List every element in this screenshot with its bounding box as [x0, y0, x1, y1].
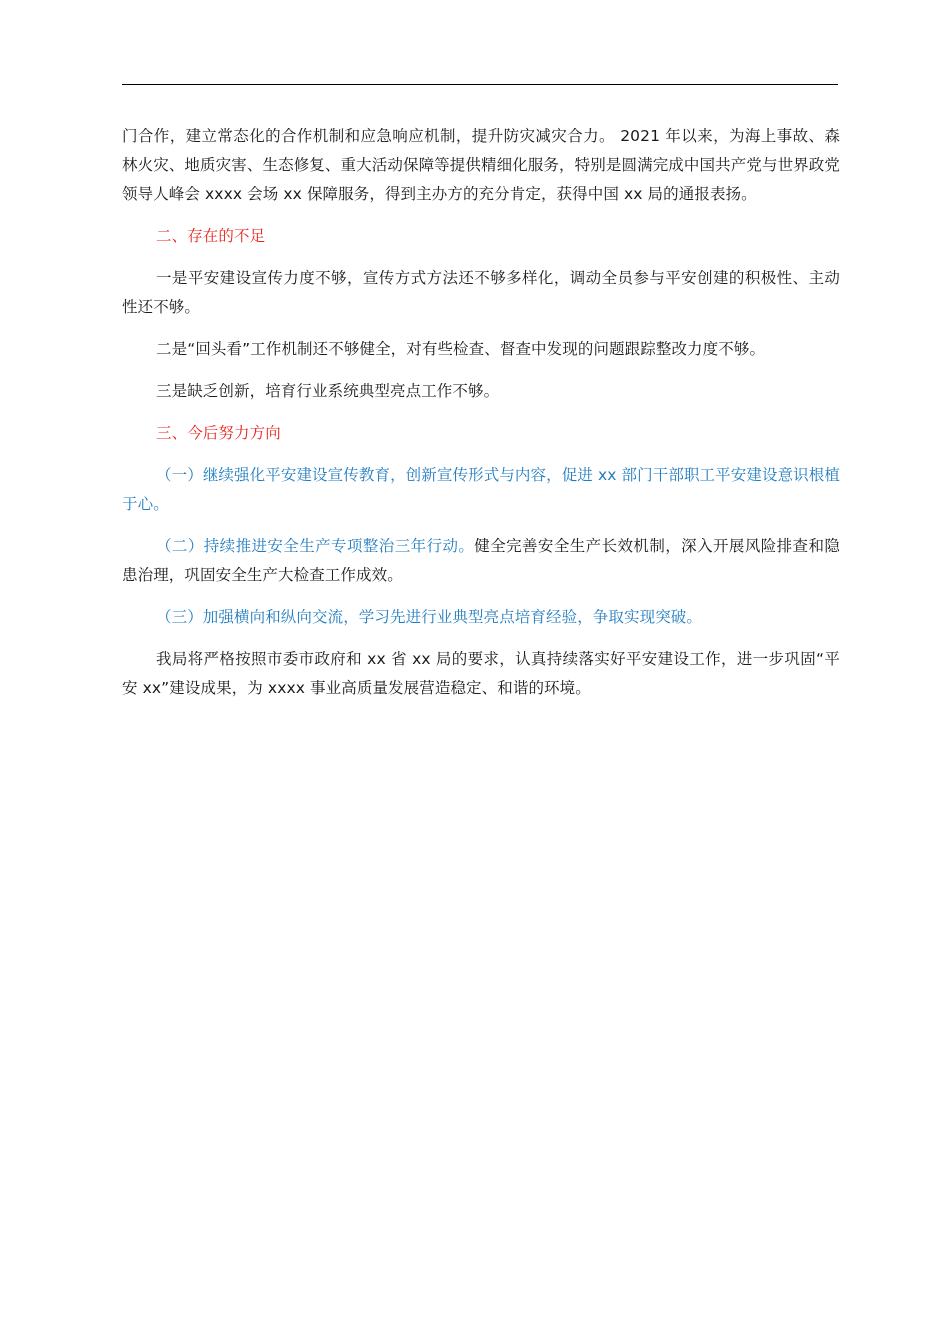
measure-2-title: （二）持续推进安全生产专项整治三年行动。 [156, 537, 475, 555]
measure-3: （三）加强横向和纵向交流，学习先进行业典型亮点培育经验，争取实现突破。 [156, 608, 703, 626]
section-heading-shortcomings: 二、存在的不足 [156, 227, 266, 245]
closing-paragraph: 我局将严格按照市委市政府和 xx 省 xx 局的要求，认真持续落实好平安建设工作，进一步巩固“平安 xx”建设成果，为 xxxx 事业高质量发展营造稳定、和谐的环境。 [122, 650, 840, 697]
measure-2-text: 健全完善安全生产长效机制，深入开展风险排查和隐患治理，巩固安全生产大检查工作成效。 [122, 537, 840, 584]
shortcoming-2: 二是“回头看”工作机制还不够健全，对有些检查、督查中发现的问题跟踪整改力度不够。 [156, 340, 766, 358]
section-heading-future-direction: 三、今后努力方向 [156, 424, 281, 442]
shortcoming-3: 三是缺乏创新，培育行业系统典型亮点工作不够。 [156, 382, 500, 400]
shortcoming-1: 一是平安建设宣传力度不够，宣传方式方法还不够多样化，调动全员参与平安创建的积极性、主动性还不够。 [122, 269, 840, 316]
measure-2 [122, 532, 840, 590]
header-rule [122, 84, 838, 85]
measure-1: （一）继续强化平安建设宣传教育，创新宣传形式与内容，促进 xx 部门干部职工平安建设意识根植于心。 [122, 466, 840, 513]
document-body [122, 122, 840, 716]
continued-paragraph: 门合作，建立常态化的合作机制和应急响应机制，提升防灾减灾合力。 2021 年以来，为海上事故、森林火灾、地质灾害、生态修复、重大活动保障等提供精细化服务，特别是圆满完成中国共产党与世界政党领导人峰会 xxxx 会场 xx 保障服务，得到主办方的充分肯定，获得中国 xx 局的通报表扬。 [122, 127, 840, 203]
